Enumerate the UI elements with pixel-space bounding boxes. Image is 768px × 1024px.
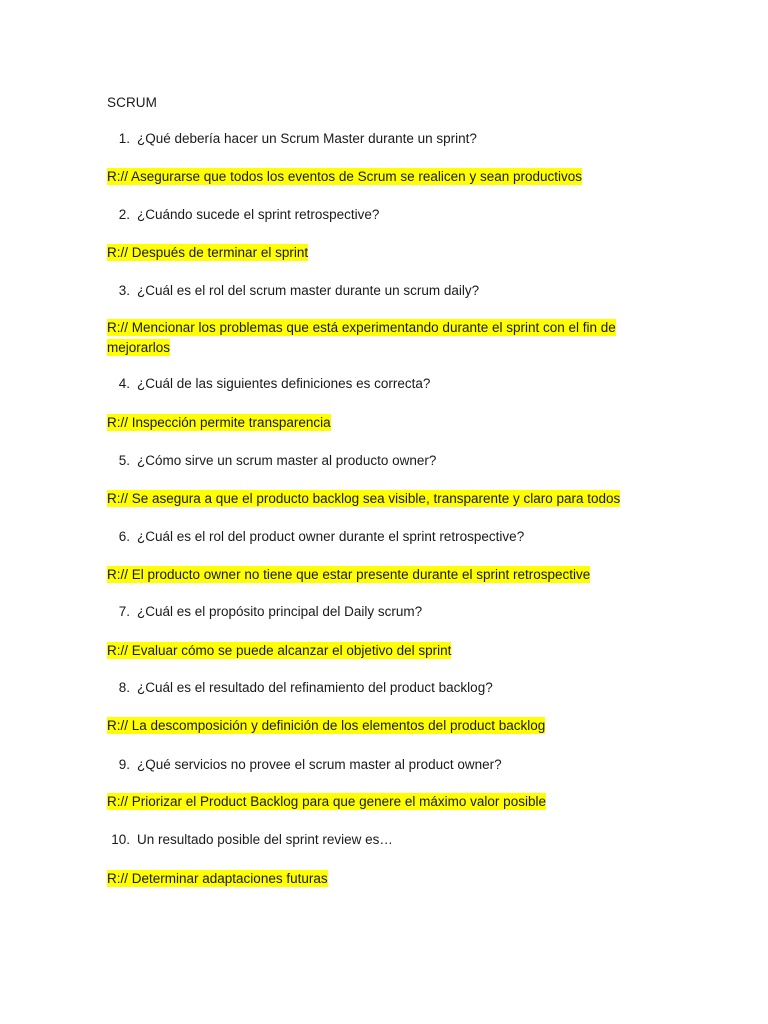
answer-8: [107, 716, 647, 736]
answer-text: R:// Mencionar los problemas que está experimentando durante el sprint con el fin de mejorarlos: [107, 320, 616, 355]
question-text: ¿Cuál es el resultado del refinamiento del product backlog?: [137, 680, 493, 695]
question-7: [107, 603, 422, 621]
answer-text: R:// Asegurarse que todos los eventos de Scrum se realicen y sean productivos: [107, 169, 583, 184]
question-number: 6.: [118, 529, 130, 544]
answer-6: [107, 565, 647, 585]
answer-3: [107, 318, 647, 358]
question-text: ¿Qué debería hacer un Scrum Master durante un sprint?: [137, 131, 477, 146]
answer-5: [107, 489, 647, 509]
question-number: 5.: [118, 453, 130, 468]
question-number: 3.: [118, 283, 130, 298]
answer-1: [107, 167, 647, 187]
question-8: [107, 679, 493, 697]
document-title: SCRUM: [107, 95, 157, 110]
question-number: 4.: [118, 376, 130, 391]
answer-10: [107, 869, 647, 889]
question-4: [107, 375, 430, 393]
answer-4: [107, 413, 647, 433]
question-2: [107, 206, 379, 224]
question-text: ¿Cómo sirve un scrum master al producto owner?: [137, 453, 437, 468]
answer-text: R:// Evaluar cómo se puede alcanzar el objetivo del sprint: [107, 643, 452, 658]
answer-text: R:// La descomposición y definición de los elementos del product backlog: [107, 718, 546, 733]
question-number: 10.: [111, 832, 130, 847]
question-5: [107, 452, 436, 470]
answer-7: [107, 641, 647, 661]
question-text: ¿Cuál de las siguientes definiciones es correcta?: [137, 376, 431, 391]
question-number: 9.: [118, 757, 130, 772]
answer-text: R:// El producto owner no tiene que estar presente durante el sprint retrospective: [107, 567, 591, 582]
question-text: ¿Cuál es el rol del product owner durante el sprint retrospective?: [137, 529, 525, 544]
answer-text: R:// Se asegura a que el producto backlog sea visible, transparente y claro para todos: [107, 491, 621, 506]
question-text: ¿Cuál es el rol del scrum master durante un scrum daily?: [137, 283, 480, 298]
question-number: 2.: [118, 207, 130, 222]
question-text: ¿Cuándo sucede el sprint retrospective?: [137, 207, 380, 222]
answer-text: R:// Priorizar el Product Backlog para que genere el máximo valor posible: [107, 794, 546, 809]
question-number: 1.: [118, 131, 130, 146]
question-1: [107, 130, 477, 148]
answer-text: R:// Inspección permite transparencia: [107, 415, 331, 430]
question-text: ¿Qué servicios no provee el scrum master al product owner?: [137, 757, 502, 772]
question-text: ¿Cuál es el propósito principal del Daily scrum?: [137, 604, 423, 619]
question-9: [107, 756, 502, 774]
answer-text: R:// Determinar adaptaciones futuras: [107, 871, 328, 886]
answer-9: [107, 792, 647, 812]
answer-2: [107, 243, 647, 263]
answer-text: R:// Después de terminar el sprint: [107, 245, 309, 260]
question-number: 8.: [118, 680, 130, 695]
question-10: [107, 831, 393, 849]
question-3: [107, 282, 479, 300]
question-text: Un resultado posible del sprint review es…: [137, 832, 393, 847]
question-6: [107, 528, 524, 546]
question-number: 7.: [118, 604, 130, 619]
